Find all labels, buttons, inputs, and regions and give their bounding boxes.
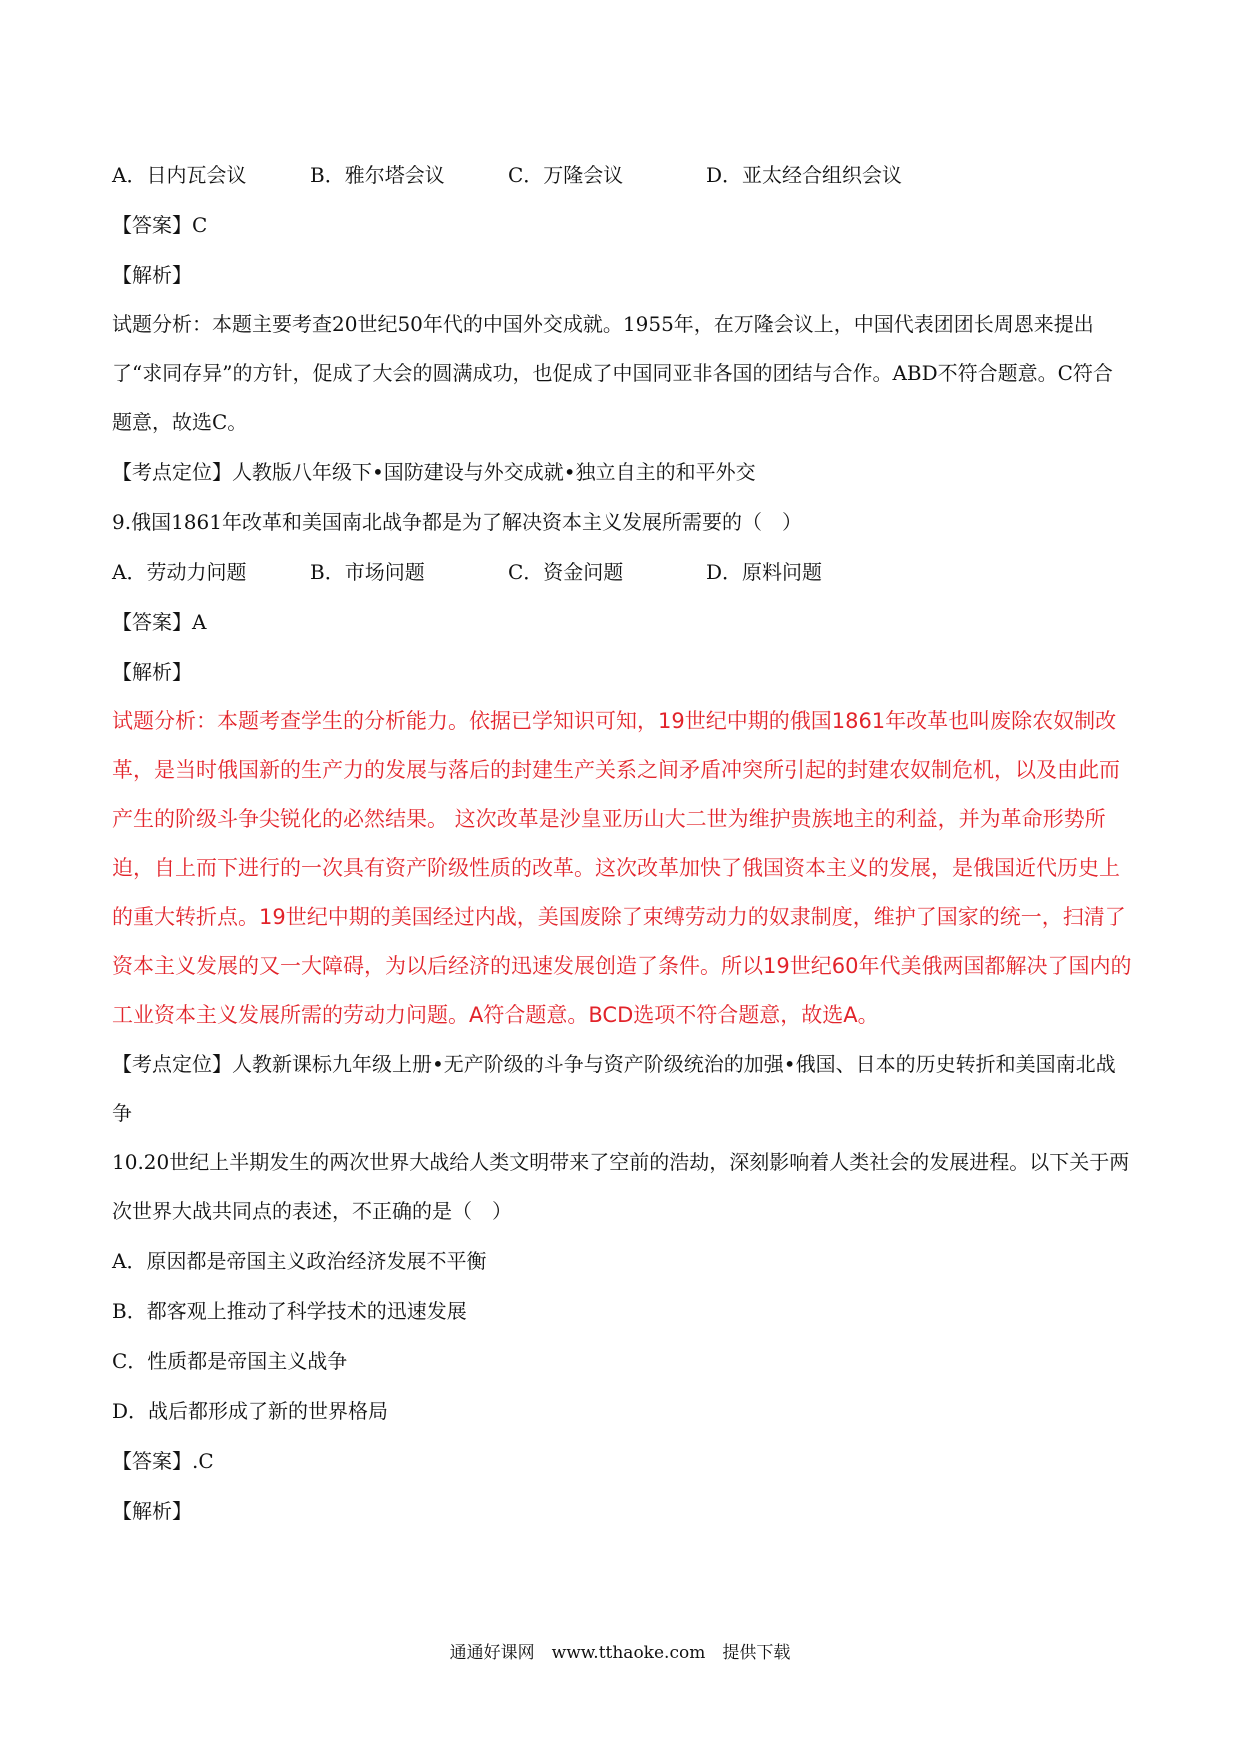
q8-option-a: A．日内瓦会议 — [112, 163, 247, 187]
q8-option-c: C．万隆会议 — [508, 163, 624, 187]
q9-answer: 【答案】A — [112, 610, 207, 634]
q10-option-c: C．性质都是帝国主义战争 — [112, 1349, 348, 1373]
q9-option-a: A．劳动力问题 — [112, 560, 247, 584]
q8-option-b: B．雅尔塔会议 — [310, 163, 445, 187]
q9-stem: 9.俄国1861年改革和美国南北战争都是为了解决资本主义发展所需要的（ ） — [112, 510, 802, 534]
q8-options — [112, 150, 1132, 200]
q9-option-c: C．资金问题 — [508, 560, 624, 584]
q9-option-d: D．原料问题 — [706, 560, 823, 584]
page-content — [112, 150, 1132, 1536]
q9-point: 【考点定位】人教新课标九年级上册•无产阶级的斗争与资产阶级统治的加强•俄国、日本的历史转折和美国南北战争 — [112, 1052, 1116, 1125]
q10-analysis-label: 【解析】 — [112, 1499, 192, 1523]
q8-analysis-label: 【解析】 — [112, 263, 192, 287]
q10-stem: 10.20世纪上半期发生的两次世界大战给人类文明带来了空前的浩劫，深刻影响着人类社会的发展进程。以下关于两次世界大战共同点的表述，不正确的是（ ） — [112, 1150, 1130, 1223]
q10-option-d: D．战后都形成了新的世界格局 — [112, 1399, 389, 1423]
q9-analysis-label: 【解析】 — [112, 660, 192, 684]
q8-point: 【考点定位】人教版八年级下•国防建设与外交成就•独立自主的和平外交 — [112, 460, 756, 484]
q9-options — [112, 547, 1132, 597]
q8-analysis: 试题分析：本题主要考查20世纪50年代的中国外交成就。1955年，在万隆会议上，中国代表团团长周恩来提出了“求同存异”的方针，促成了大会的圆满成功，也促成了中国同亚非各国的团结与合作。ABD不符合题意。C符合题意，故选C。 — [112, 312, 1113, 434]
q9-analysis: 试题分析：本题考查学生的分析能力。依据已学知识可知，19世纪中期的俄国1861年改革也叫废除农奴制改革，是当时俄国新的生产力的发展与落后的封建生产关系之间矛盾冲突所引起的封建农奴制危机，以及由此而产生的阶级斗争尖锐化的必然结果。 这次改革是沙皇亚历山大二世为维护贵族地主的利益，并为革命形势所迫，自上而下进行的一次具有资产阶级性质的改革。这次改革加快了俄国资本主义的发展，是俄国近代历史上的重大转折点。19世纪中期的美国经过内战，美国废除了束缚劳动力的奴隶制度，维护了国家的统一，扫清了资本主义发展的又一大障碍，为以后经济的迅速发展创造了条件。所以19世纪60年代美俄两国都解决了国内的工业资本主义发展所需的劳动力问题。A符合题意。BCD选项不符合题意，故选A。 — [112, 709, 1132, 1027]
q9-option-b: B．市场问题 — [310, 560, 425, 584]
q10-option-b: B．都客观上推动了科学技术的迅速发展 — [112, 1299, 467, 1323]
q8-answer: 【答案】C — [112, 213, 208, 237]
q8-option-d: D．亚太经合组织会议 — [706, 163, 903, 187]
q10-answer: 【答案】.C — [112, 1449, 214, 1473]
page-footer: 通通好课网 www.tthaoke.com 提供下载 — [449, 1643, 791, 1663]
q10-option-a: A．原因都是帝国主义政治经济发展不平衡 — [112, 1249, 487, 1273]
